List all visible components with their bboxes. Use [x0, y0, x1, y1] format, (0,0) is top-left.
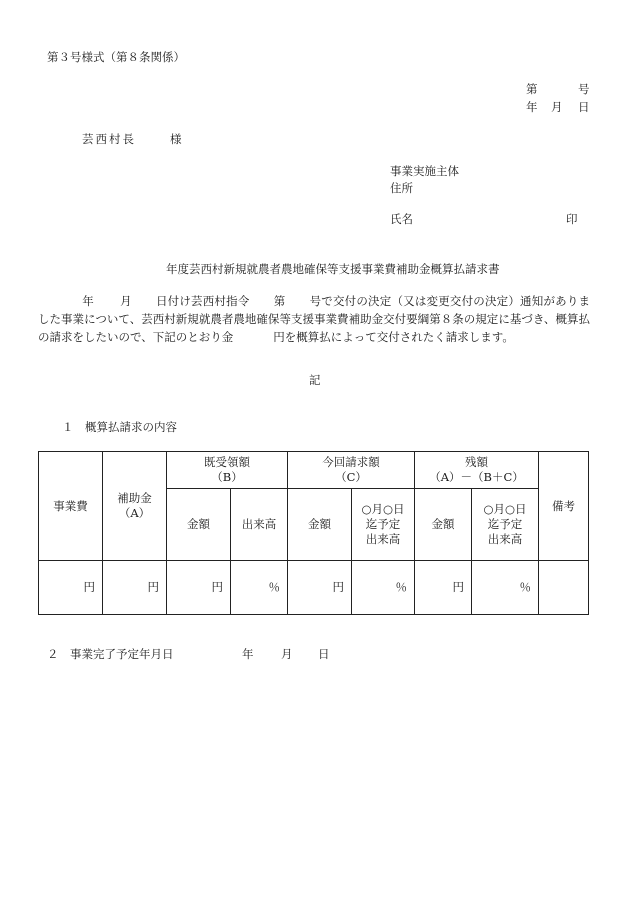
header-subsidy [103, 452, 167, 561]
project-cost-cell: 円 [39, 561, 103, 615]
header-received-label: 既受領額 [204, 455, 250, 470]
planned-progress-line: 出来高 [487, 531, 523, 546]
form-id: 第３号様式（第８条関係） [47, 50, 185, 64]
addressee-name: 芸西村長 [82, 132, 136, 146]
completion-day: 日 [318, 647, 330, 661]
request-table [38, 451, 589, 615]
planned-until-line: 迄予定 [365, 517, 401, 532]
header-received-code: （B） [211, 470, 243, 484]
date-year: 年 [526, 100, 538, 114]
current-amount-header: 金額 [288, 489, 352, 561]
header-subsidy-code: （A） [118, 506, 151, 520]
planned-progress-line: 出来高 [365, 531, 401, 546]
subsidy-cell: 円 [103, 561, 167, 615]
section-1-heading: １ 概算払請求の内容 [62, 420, 177, 434]
seal-mark: 印 [566, 212, 578, 226]
header-subsidy-label: 補助金 [117, 491, 152, 506]
body-ordinal: 第 [273, 294, 286, 308]
received-progress-header: 出来高 [231, 489, 288, 561]
body-text-1: 号で交付の決定（又は変更交付の決定）通知がありました事業について、芸西村新規就農者農地確保等支援事業費補助金交付要綱第８条の規定に基づき、概算払の請求をしたいので、下記のとおり金 [38, 294, 591, 344]
header-current-code: （C） [335, 470, 367, 484]
header-current-label: 今回請求額 [322, 455, 380, 470]
header-balance [415, 452, 539, 489]
planned-date-line: ○月○日 [361, 502, 405, 517]
section-2-label: ２ 事業完了予定年月日 [47, 647, 174, 661]
balance-amount-cell: 円 [415, 561, 472, 615]
addressee-honorific: 様 [170, 132, 182, 146]
completion-month: 月 [281, 647, 293, 661]
body-month: 月 [119, 294, 132, 308]
balance-progress-cell: ％ [472, 561, 539, 615]
header-project-cost: 事業費 [39, 452, 103, 561]
doc-number-prefix: 第 [526, 82, 538, 96]
completion-year: 年 [242, 647, 254, 661]
doc-number-suffix: 号 [578, 82, 590, 96]
balance-planned-progress-header [472, 489, 539, 561]
applicant-name-label: 氏名 [390, 212, 413, 226]
current-amount-cell: 円 [288, 561, 352, 615]
date-day: 日 [578, 100, 590, 114]
body-year: 年 [82, 294, 94, 308]
balance-amount-header: 金額 [415, 489, 472, 561]
document-title: 年度芸西村新規就農者農地確保等支援事業費補助金概算払請求書 [166, 262, 500, 276]
received-amount-header: 金額 [167, 489, 231, 561]
planned-until-line: 迄予定 [487, 517, 523, 532]
header-current [288, 452, 415, 489]
received-progress-cell: ％ [231, 561, 288, 615]
body-day-ref: 日付け芸西村指令 [155, 294, 250, 308]
header-remarks: 備考 [539, 452, 589, 561]
header-balance-label: 残額 [465, 455, 488, 470]
current-planned-progress-header [352, 489, 415, 561]
remarks-cell [539, 561, 589, 615]
current-progress-cell: ％ [352, 561, 415, 615]
body-paragraph [38, 292, 590, 346]
ki-mark: 記 [309, 373, 321, 387]
applicant-address-label: 住所 [390, 181, 413, 195]
header-received [167, 452, 288, 489]
applicant-entity-label: 事業実施主体 [390, 164, 459, 178]
body-text-2: 円を概算払によって交付されたく請求します。 [273, 330, 514, 344]
planned-date-line: ○月○日 [483, 502, 527, 517]
header-balance-code: （A）－（B＋C） [429, 470, 524, 484]
received-amount-cell: 円 [167, 561, 231, 615]
date-month: 月 [551, 100, 563, 114]
